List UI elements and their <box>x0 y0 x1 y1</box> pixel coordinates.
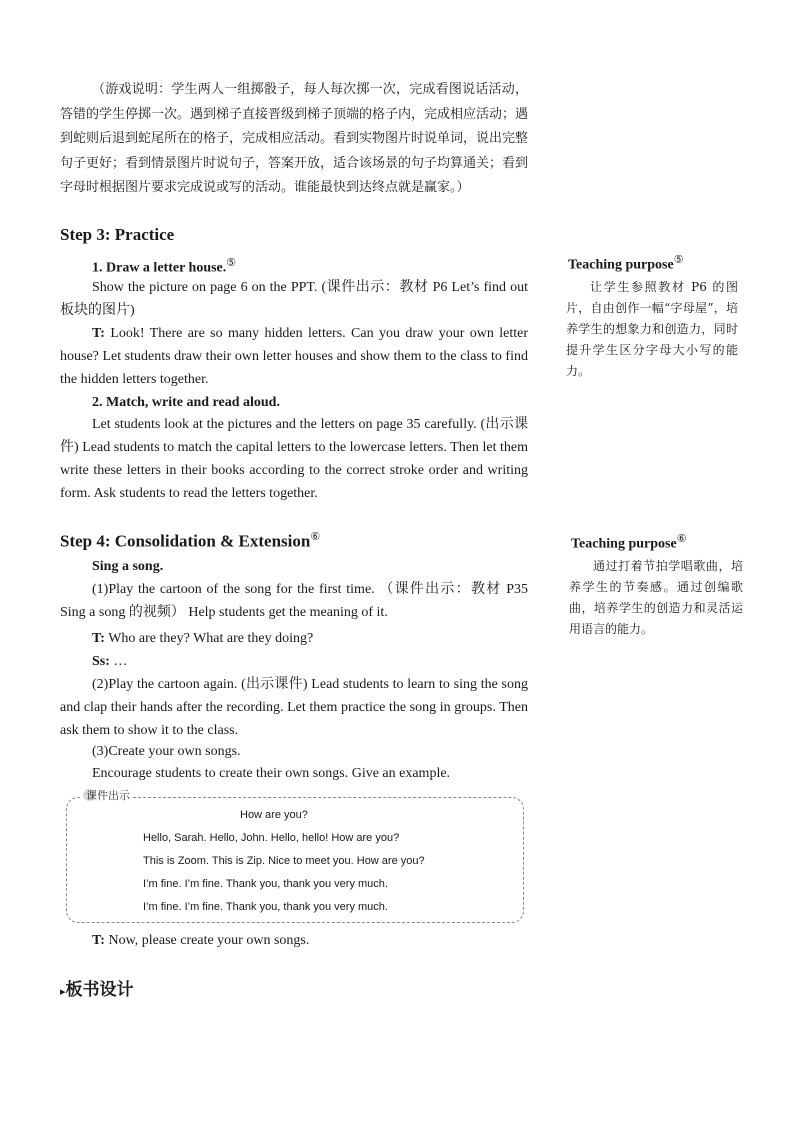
purpose1-title-text: Teaching purpose <box>568 257 674 273</box>
game-instructions: （游戏说明：学生两人一组掷骰子，每人每次掷一次，完成看图说话活动，答错的学生停掷一次。遇到梯子直接晋级到梯子顶端的格子内，完成相应活动；遇到蛇则后退到蛇尾所在的格子，完成相应活动。看到实物图片时说单词，说出完整句子更好；看到情景图片时说句子，答案开放，适合该场景的句子均算通关；看到字母时根据图片要求完成说或写的活动。谁能最快到达终点就是赢家。） <box>60 82 529 195</box>
step3-heading: Step 3: Practice <box>60 225 175 244</box>
teacher-line-text: Who are they? What are they doing? <box>104 631 314 646</box>
board-design-heading <box>60 975 134 1000</box>
step4-students-line <box>92 650 127 673</box>
students-label: Ss: <box>92 654 110 669</box>
step3-p2 <box>60 322 528 391</box>
song-line-1: Hello, Sarah. Hello, John. Hello, hello! How are you? <box>143 832 400 844</box>
song-line-2: This is Zoom. This is Zip. Nice to meet you. How are you? <box>143 855 425 867</box>
step3-sub2-title: 2. Match, write and read aloud. <box>92 395 280 410</box>
step3-p1: Show the picture on page 6 on the PPT. (课件出示：教材 P6 Let’s find out 板块的图片) <box>60 280 528 318</box>
step3-p2-text: Look! There are so many hidden letters. Can you draw your own letter house? Let students draw their own letter houses and show them to the class to find the hidden letters together. <box>60 326 528 387</box>
teacher-label: T: <box>92 631 105 646</box>
step4-final-line <box>92 929 309 952</box>
purpose1-text: 让学生参照教材 P6 的图片，自由创作一幅“字母屋”，培养学生的想象力和创造力，同时提升学生区分字母大小写的能力。 <box>566 280 738 378</box>
courseware-tag-text: 课件出示 <box>86 789 130 802</box>
purpose2-title <box>571 532 687 553</box>
sub1-title-text: 1. Draw a letter house. <box>92 260 227 276</box>
step4-p1: (1)Play the cartoon of the song for the first time. （课件出示：教材 P35 Sing a song 的视频） Help students get the meaning of it. <box>60 582 528 620</box>
teacher-label: T: <box>92 933 105 948</box>
purpose1-title <box>568 253 684 274</box>
step4-heading <box>60 530 320 552</box>
triangle-marker-icon: ▸ <box>60 985 66 998</box>
step3-p3: Let students look at the pictures and the letters on page 35 carefully. (出示课件) Lead students to match the capital letters to the lowercase letters. Then let them write these letters in their books according to the correct stroke order and writing form. Ask students to read the letters together. <box>60 417 528 501</box>
song-line-4: I’m fine. I’m fine. Thank you, thank you very much. <box>143 901 388 913</box>
purpose2-text: 通过打着节拍学唱歌曲，培养学生的节奏感。通过创编歌曲，培养学生的创造力和灵活运用语言的能力。 <box>569 559 743 636</box>
purpose2-mark: ⑥ <box>676 533 687 545</box>
step4-teacher-line <box>92 627 313 650</box>
step4-heading-text: Step 4: Consolidation & Extension <box>60 531 311 551</box>
song-title: How are you? <box>240 809 308 821</box>
step4-p3: (3)Create your own songs. <box>92 744 241 759</box>
board-design-title: 板书设计 <box>65 980 134 1000</box>
footnote-mark-6: ⑥ <box>310 531 321 543</box>
students-line-text: … <box>109 654 128 669</box>
purpose1-mark: ⑤ <box>673 254 684 266</box>
final-line-text: Now, please create your own songs. <box>104 933 310 948</box>
step4-p2: (2)Play the cartoon again. (出示课件) Lead students to learn to sing the song and clap their hands after the recording. Let them practice the song in groups. Then ask them to show it to the class. <box>60 677 528 738</box>
song-line-3: I’m fine. I’m fine. Thank you, thank you very much. <box>143 878 388 890</box>
step4-sub-title: Sing a song. <box>92 559 164 574</box>
courseware-tag <box>80 787 133 803</box>
step4-p4: Encourage students to create their own songs. Give an example. <box>92 766 451 781</box>
teacher-label: T: <box>92 326 105 341</box>
purpose2-title-text: Teaching purpose <box>571 536 677 552</box>
footnote-mark-5: ⑤ <box>226 257 237 269</box>
